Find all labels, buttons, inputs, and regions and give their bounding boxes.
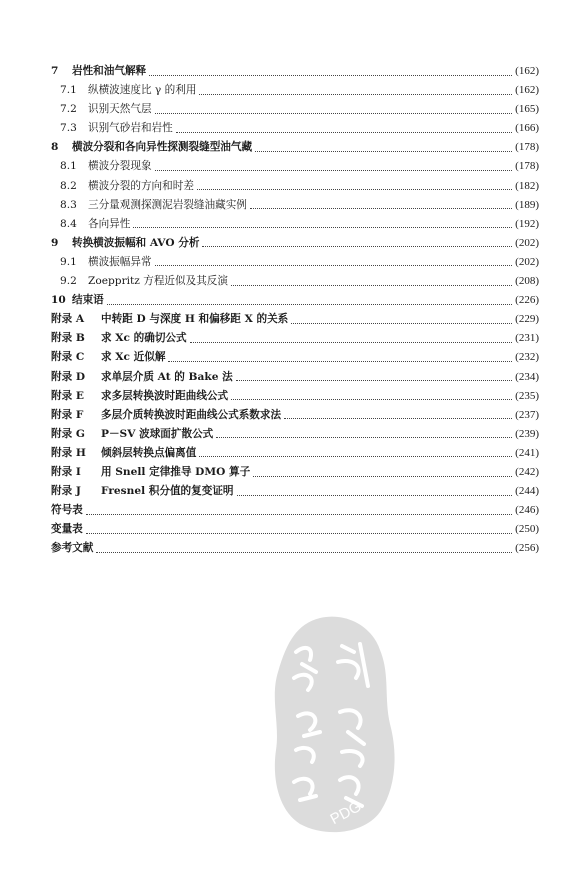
toc-entry[interactable] bbox=[51, 425, 539, 444]
toc-number: 9 bbox=[51, 236, 59, 249]
toc-title: 求 Xc 近似解 bbox=[101, 351, 166, 364]
toc-page: (202) bbox=[515, 236, 539, 249]
toc-page: (229) bbox=[515, 313, 539, 326]
toc-title: 中转距 D 与深度 H 和偏移距 X 的关系 bbox=[101, 313, 289, 326]
toc-title: Zoeppritz 方程近似及其反演 bbox=[88, 275, 228, 288]
toc-title: 识别气砂岩和岩性 bbox=[88, 122, 173, 135]
toc-page: (189) bbox=[515, 198, 539, 211]
pdg-watermark-seal bbox=[268, 612, 400, 838]
seal-background-shape bbox=[275, 617, 395, 833]
toc-title: 用 Snell 定律推导 DMO 算子 bbox=[101, 465, 251, 478]
toc-page: (178) bbox=[515, 160, 539, 173]
toc-number: 7.2 bbox=[60, 103, 77, 116]
toc-entry[interactable] bbox=[51, 406, 539, 425]
toc-number: 9.1 bbox=[60, 255, 77, 268]
toc-page: (232) bbox=[515, 351, 539, 364]
dot-leader bbox=[250, 207, 512, 209]
dot-leader bbox=[107, 303, 512, 305]
toc-entry[interactable] bbox=[51, 234, 539, 253]
toc-entry[interactable] bbox=[51, 539, 539, 558]
toc-entry[interactable] bbox=[51, 177, 539, 196]
toc-page: (242) bbox=[515, 465, 539, 478]
toc-entry[interactable] bbox=[51, 348, 539, 367]
toc-entry[interactable] bbox=[51, 310, 539, 329]
toc-title: 横波分裂和各向异性探测裂缝型油气藏 bbox=[72, 141, 253, 154]
toc-number: 8.1 bbox=[60, 160, 77, 173]
toc-page: (235) bbox=[515, 389, 539, 402]
dot-leader bbox=[133, 226, 512, 228]
toc-number: 附录 I bbox=[51, 465, 81, 478]
toc-title: 变量表 bbox=[51, 523, 83, 536]
dot-leader bbox=[237, 494, 513, 496]
toc-page: (250) bbox=[515, 523, 539, 536]
toc-title: 横波分裂的方向和时差 bbox=[88, 179, 194, 192]
toc-number: 附录 G bbox=[51, 427, 85, 440]
dot-leader bbox=[253, 475, 512, 477]
toc-entry[interactable] bbox=[51, 520, 539, 539]
toc-number: 7.1 bbox=[60, 84, 77, 97]
toc-page: (202) bbox=[515, 255, 539, 268]
toc-page: (241) bbox=[515, 446, 539, 459]
toc-title: 求单层介质 At 的 Bake 法 bbox=[101, 370, 233, 383]
toc-number: 8 bbox=[51, 141, 59, 154]
toc-title: 倾斜层转换点偏离值 bbox=[101, 446, 197, 459]
toc-entry[interactable] bbox=[51, 100, 539, 119]
toc-number: 7 bbox=[51, 65, 59, 77]
toc-number: 附录 C bbox=[51, 351, 85, 364]
toc-entry[interactable] bbox=[51, 444, 539, 463]
dot-leader bbox=[199, 455, 512, 457]
toc-title: P－SV 波球面扩散公式 bbox=[101, 427, 214, 440]
toc-entry[interactable] bbox=[51, 119, 539, 138]
toc-page: (226) bbox=[515, 294, 539, 307]
toc-page: (165) bbox=[515, 103, 539, 116]
toc-page: (166) bbox=[515, 122, 539, 135]
toc-title: 结束语 bbox=[72, 294, 104, 307]
toc-page: (182) bbox=[515, 179, 539, 192]
dot-leader bbox=[155, 112, 513, 114]
toc-number: 7.3 bbox=[60, 122, 77, 135]
dot-leader bbox=[291, 322, 512, 324]
dot-leader bbox=[176, 131, 512, 133]
toc-title: 纵横波速度比 γ 的利用 bbox=[88, 84, 197, 97]
toc-number: 10 bbox=[51, 294, 66, 307]
toc-entry[interactable] bbox=[51, 253, 539, 272]
toc-entry[interactable] bbox=[51, 81, 539, 100]
toc-entry[interactable] bbox=[51, 215, 539, 234]
toc-page: (246) bbox=[515, 504, 539, 517]
toc-number: 8.3 bbox=[60, 198, 77, 211]
toc-number: 9.2 bbox=[60, 275, 77, 288]
toc-entry[interactable] bbox=[51, 368, 539, 387]
dot-leader bbox=[197, 188, 512, 190]
table-of-contents bbox=[51, 62, 539, 558]
dot-leader bbox=[236, 379, 512, 381]
toc-title: 参考文献 bbox=[51, 542, 94, 555]
toc-entry[interactable] bbox=[51, 482, 539, 501]
dot-leader bbox=[255, 150, 512, 152]
toc-number: 附录 F bbox=[51, 408, 84, 421]
toc-page: (256) bbox=[515, 542, 539, 555]
toc-entry[interactable] bbox=[51, 501, 539, 520]
toc-entry[interactable] bbox=[51, 387, 539, 406]
toc-page: (162) bbox=[515, 84, 539, 97]
toc-page: (244) bbox=[515, 485, 539, 498]
toc-number: 附录 J bbox=[51, 485, 81, 498]
toc-title: 求多层转换波时距曲线公式 bbox=[101, 389, 229, 402]
dot-leader bbox=[190, 341, 513, 343]
dot-leader bbox=[284, 417, 512, 419]
toc-entry[interactable] bbox=[51, 196, 539, 215]
toc-entry[interactable] bbox=[51, 62, 539, 81]
dot-leader bbox=[199, 93, 512, 95]
toc-title: 转换横波振幅和 AVO 分析 bbox=[72, 236, 200, 249]
dot-leader bbox=[231, 398, 512, 400]
toc-number: 附录 E bbox=[51, 389, 84, 402]
toc-title: 三分量观测探测泥岩裂缝油藏实例 bbox=[88, 198, 247, 211]
toc-number: 8.2 bbox=[60, 179, 77, 192]
toc-title: 符号表 bbox=[51, 504, 83, 517]
toc-entry[interactable] bbox=[51, 291, 539, 310]
dot-leader bbox=[155, 264, 513, 266]
dot-leader bbox=[96, 551, 512, 553]
toc-title: 横波振幅异常 bbox=[88, 255, 152, 268]
toc-number: 附录 B bbox=[51, 332, 85, 345]
dot-leader bbox=[155, 169, 513, 171]
toc-page: (231) bbox=[515, 332, 539, 345]
dot-leader bbox=[149, 74, 512, 76]
toc-title: Fresnel 积分值的复变证明 bbox=[101, 485, 234, 498]
toc-entry[interactable] bbox=[51, 138, 539, 157]
dot-leader bbox=[216, 436, 512, 438]
dot-leader bbox=[168, 360, 512, 362]
dot-leader bbox=[202, 245, 512, 247]
toc-number: 8.4 bbox=[60, 217, 77, 230]
toc-title: 求 Xc 的确切公式 bbox=[101, 332, 187, 345]
dot-leader bbox=[86, 513, 512, 515]
toc-entry[interactable] bbox=[51, 272, 539, 291]
toc-page: (237) bbox=[515, 408, 539, 421]
toc-page: (208) bbox=[515, 275, 539, 288]
toc-page: (192) bbox=[515, 217, 539, 230]
toc-title: 多层介质转换波时距曲线公式系数求法 bbox=[101, 408, 282, 421]
toc-number: 附录 D bbox=[51, 370, 86, 383]
toc-title: 横波分裂现象 bbox=[88, 160, 152, 173]
toc-title: 岩性和油气解释 bbox=[72, 65, 147, 77]
toc-number: 附录 H bbox=[51, 446, 86, 459]
toc-page: (162) bbox=[515, 65, 539, 77]
toc-entry[interactable] bbox=[51, 157, 539, 176]
toc-entry[interactable] bbox=[51, 463, 539, 482]
toc-entry[interactable] bbox=[51, 329, 539, 348]
toc-page: (234) bbox=[515, 370, 539, 383]
dot-leader bbox=[86, 532, 512, 534]
watermark-label: PDG bbox=[327, 797, 365, 829]
toc-page: (239) bbox=[515, 427, 539, 440]
toc-title: 识别天然气层 bbox=[88, 103, 152, 116]
toc-page: (178) bbox=[515, 141, 539, 154]
toc-number: 附录 A bbox=[51, 313, 85, 326]
dot-leader bbox=[231, 284, 512, 286]
toc-title: 各向异性 bbox=[88, 217, 131, 230]
